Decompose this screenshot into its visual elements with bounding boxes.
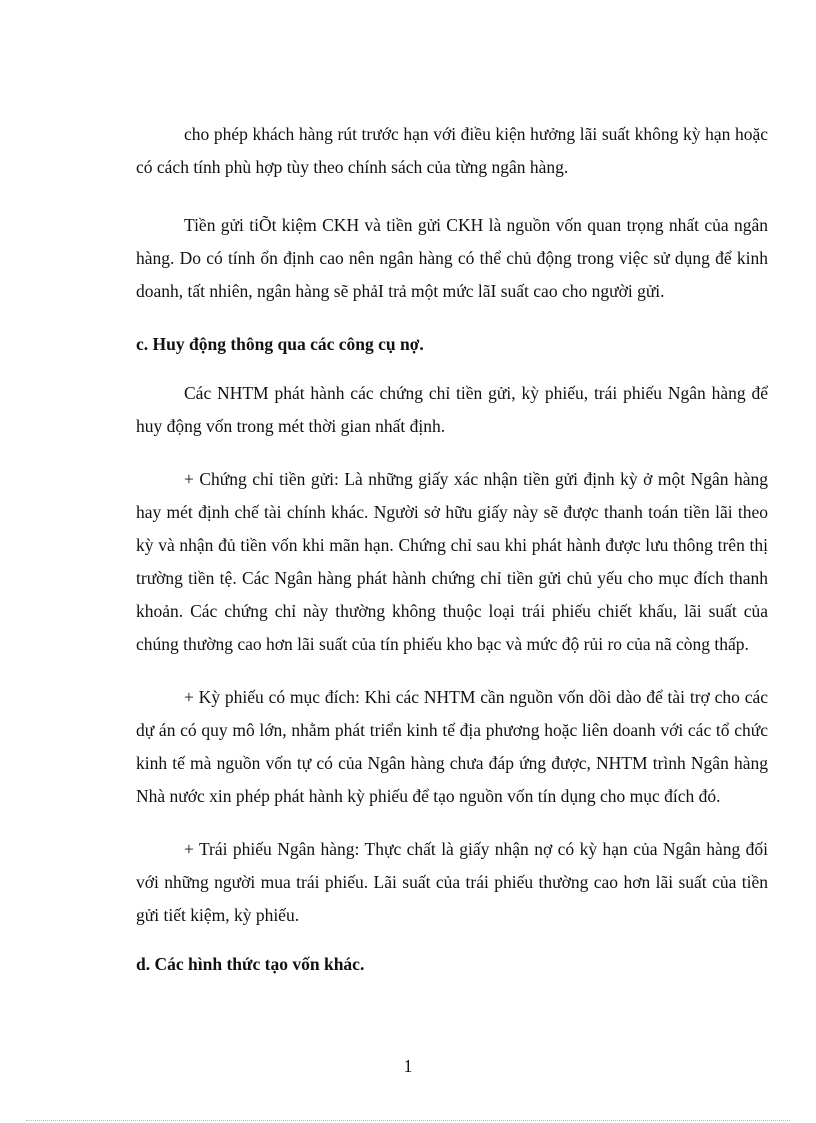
paragraph-withdrawal-terms: cho phép khách hàng rút trước hạn với điều kiện hưởng lãi suất không kỳ hạn hoặc có cách tính phù hợp tùy theo chính sách của từng ngân hàng. [136, 124, 768, 177]
paragraph-promissory-notes: + Kỳ phiếu có mục đích: Khi các NHTM cần nguồn vốn dồi dào để tài trợ cho các dự án có quy mô lớn, nhằm phát triển kinh tế địa phương hoặc liên doanh với các tổ chức kinh tế mà nguồn vốn tự có của Ngân hàng chưa đáp ứng được, NHTM trình Ngân hàng Nhà nước xin phép phát hành kỳ phiếu để tạo nguồn vốn tín dụng cho mục đích đó. [136, 687, 768, 806]
paragraph-term-deposits: Tiền gửi tiÕt kiệm CKH và tiền gửi CKH là nguồn vốn quan trọng nhất của ngân hàng. Do có tính ổn định cao nên ngân hàng có thể chủ động trong việc sử dụng để kinh doanh, tất nhiên, ngân hàng sẽ phảI trả một mức lãI suất cao cho người gửi. [136, 215, 768, 301]
paragraph-issuance: Các NHTM phát hành các chứng chỉ tiền gửi, kỳ phiếu, trái phiếu Ngân hàng để huy động vốn trong mét thời gian nhất định. [136, 383, 768, 436]
page-bottom-divider [26, 1120, 790, 1121]
paragraph-certificates-of-deposit: + Chứng chỉ tiền gửi: Là những giấy xác nhận tiền gửi định kỳ ở một Ngân hàng hay mét định chế tài chính khác. Người sở hữu giấy này sẽ được thanh toán tiền lãi theo kỳ và nhận đủ tiền vốn khi mãn hạn. Chứng chỉ sau khi phát hành được lưu thông trên thị trường tiền tệ. Các Ngân hàng phát hành chứng chỉ tiền gửi chủ yếu cho mục đích thanh khoản. Các chứng chỉ này thường không thuộc loại trái phiếu chiết khấu, lãi suất của chúng thường cao hơn lãi suất của tín phiếu kho bạc và mức độ rủi ro của nã còng thấp. [136, 469, 768, 654]
paragraph-bank-bonds: + Trái phiếu Ngân hàng: Thực chất là giấy nhận nợ có kỳ hạn của Ngân hàng đối với những người mua trái phiếu. Lãi suất của trái phiếu thường cao hơn lãi suất của tiền gửi tiết kiệm, kỳ phiếu. [136, 839, 768, 925]
page-number: 1 [403, 1056, 413, 1076]
document-body [136, 118, 768, 981]
section-heading-other-capital: d. Các hình thức tạo vốn khác. [136, 954, 365, 974]
section-heading-debt-instruments: c. Huy động thông qua các công cụ nợ. [136, 334, 424, 354]
